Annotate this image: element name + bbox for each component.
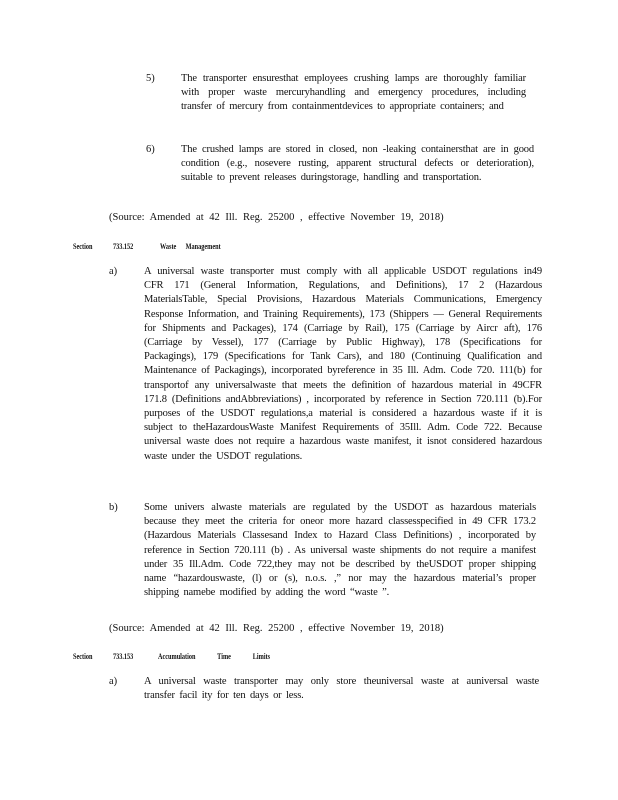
paragraph-item-5: The transporter ensuresthat employees crushing lamps are thoroughly familiar with proper waste mercuryhandling and emergency procedures, including transfer of mercury from containmentdevices to appropriate containers; and [181, 73, 526, 113]
paragraph-152-a: A universal waste transporter must comply with all applicable USDOT regulations in49 CFR 171 (General Information, Regulations, and Definitions), 17 2 (Hazardous MaterialsTable, Special Provisions, Hazardous Materials Communications, Emergency Response Information, and Training Requirements), 173 (Shippers — General Requirements for Shipments and Packages), 174 (Carriage by Rail), 175 (Carriage by Aircr aft), 176 (Carriage by Vessel), 177 (Carriage by Public Highway), 178 (Specifications for Packagings), 179 (Specifications for Tank Cars), and 180 (Continuing Qualification and Maintenance of Packagings), incorporated byreference in 35 Ill. Adm. Code 720. 111(b) for transportof any universalwaste that meets the definition of hazardous material in 49CFR 171.8 (Definitions andAbbreviations) , incorporated by reference in Section 720.111 (b).For purposes of the USDOT regulations,a material is considered a hazardous waste if it is subject to theHazardousWaste Manifest Requirements of 35Ill. Adm. Code 722. Because universal waste does not require a hazardous waste manifest, it isnot considered hazardous waste under the USDOT regulations. [144, 266, 542, 462]
source-note: (Source: Amended at 42 Ill. Reg. 25200 , effective November 19, 2018) [109, 212, 444, 223]
item-number: a) [109, 676, 118, 687]
item-number: 6) [146, 144, 155, 155]
paragraph-152-b: Some univers alwaste materials are regulated by the USDOT as hazardous materials because they meet the criteria for oneor more hazard classesspecified in 49 CFR 173.2 (Hazardous Materials Classesand Index to Hazard Class Definitions) , incorporated by reference in Section 720.111 (b) . As universal waste shipments do not require a manifest under 35 Ill.Adm. Code 722,they may not be described by theUSDOT proper shipping name “hazardouswaste, (l) or (s), n.o.s. ,” nor may the hazardous material’s proper shipping namebe modified by adding the word “waste ”. [144, 502, 536, 599]
paragraph-153-a: A universal waste transporter may only store theuniversal waste at auniversal waste transfer facil ity for ten days or less. [144, 676, 539, 702]
section-number: 733.152 [113, 242, 134, 251]
section-title: Accumulation Time Limits [158, 652, 271, 661]
item-number: b) [109, 502, 118, 513]
section-title: Waste Management [160, 242, 221, 251]
item-number: 5) [146, 73, 155, 84]
item-number: a) [109, 266, 118, 277]
section-label: Section [73, 652, 93, 661]
source-note: (Source: Amended at 42 Ill. Reg. 25200 , effective November 19, 2018) [109, 623, 444, 634]
section-label: Section [73, 242, 93, 251]
section-number: 733.153 [113, 652, 134, 661]
paragraph-item-6: The crushed lamps are stored in closed, non -leaking containersthat are in good condition (e.g., nosevere rusting, apparent structural defects or deterioration), suitable to prevent releases duringstorage, handling and transportation. [181, 144, 534, 184]
